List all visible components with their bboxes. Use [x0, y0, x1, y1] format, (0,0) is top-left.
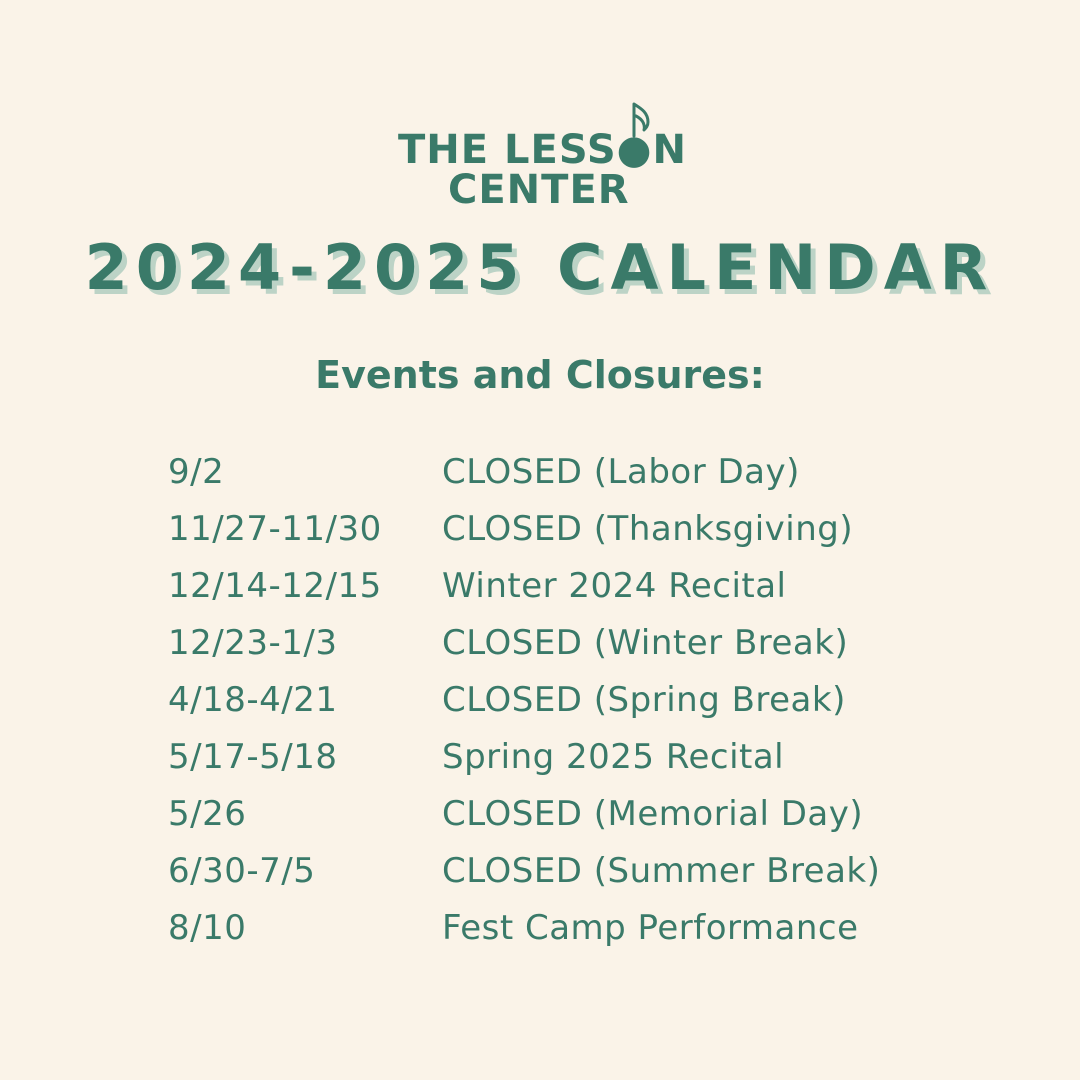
event-date: 11/27-11/30	[168, 508, 382, 549]
event-row	[168, 785, 1028, 842]
event-row	[168, 443, 1028, 500]
logo-text-line1: THE LESS●N	[398, 127, 688, 173]
events-list	[168, 443, 1028, 956]
section-heading: Events and Closures:	[315, 353, 765, 397]
event-row	[168, 557, 1028, 614]
event-row	[168, 614, 1028, 671]
event-date: 12/23-1/3	[168, 622, 338, 663]
page-title: 2024-2025 CALENDAR	[84, 231, 996, 304]
event-description: Spring 2025 Recital	[442, 736, 785, 777]
event-row	[168, 671, 1028, 728]
event-date: 9/2	[168, 451, 225, 492]
event-description: CLOSED (Labor Day)	[442, 451, 800, 492]
event-description: CLOSED (Summer Break)	[442, 850, 881, 891]
event-description: CLOSED (Spring Break)	[442, 679, 846, 720]
event-date: 5/26	[168, 793, 247, 834]
event-date: 4/18-4/21	[168, 679, 338, 720]
event-description: CLOSED (Winter Break)	[442, 622, 849, 663]
event-date: 12/14-12/15	[168, 565, 382, 606]
event-description: Winter 2024 Recital	[442, 565, 787, 606]
event-description: CLOSED (Thanksgiving)	[442, 508, 854, 549]
event-row	[168, 842, 1028, 899]
event-row	[168, 728, 1028, 785]
event-date: 6/30-7/5	[168, 850, 316, 891]
event-date: 5/17-5/18	[168, 736, 338, 777]
logo-text-line2: CENTER	[448, 167, 630, 213]
event-description: Fest Camp Performance	[442, 907, 859, 948]
event-description: CLOSED (Memorial Day)	[442, 793, 864, 834]
event-row	[168, 899, 1028, 956]
logo	[0, 100, 1080, 213]
event-date: 8/10	[168, 907, 247, 948]
event-row	[168, 500, 1028, 557]
